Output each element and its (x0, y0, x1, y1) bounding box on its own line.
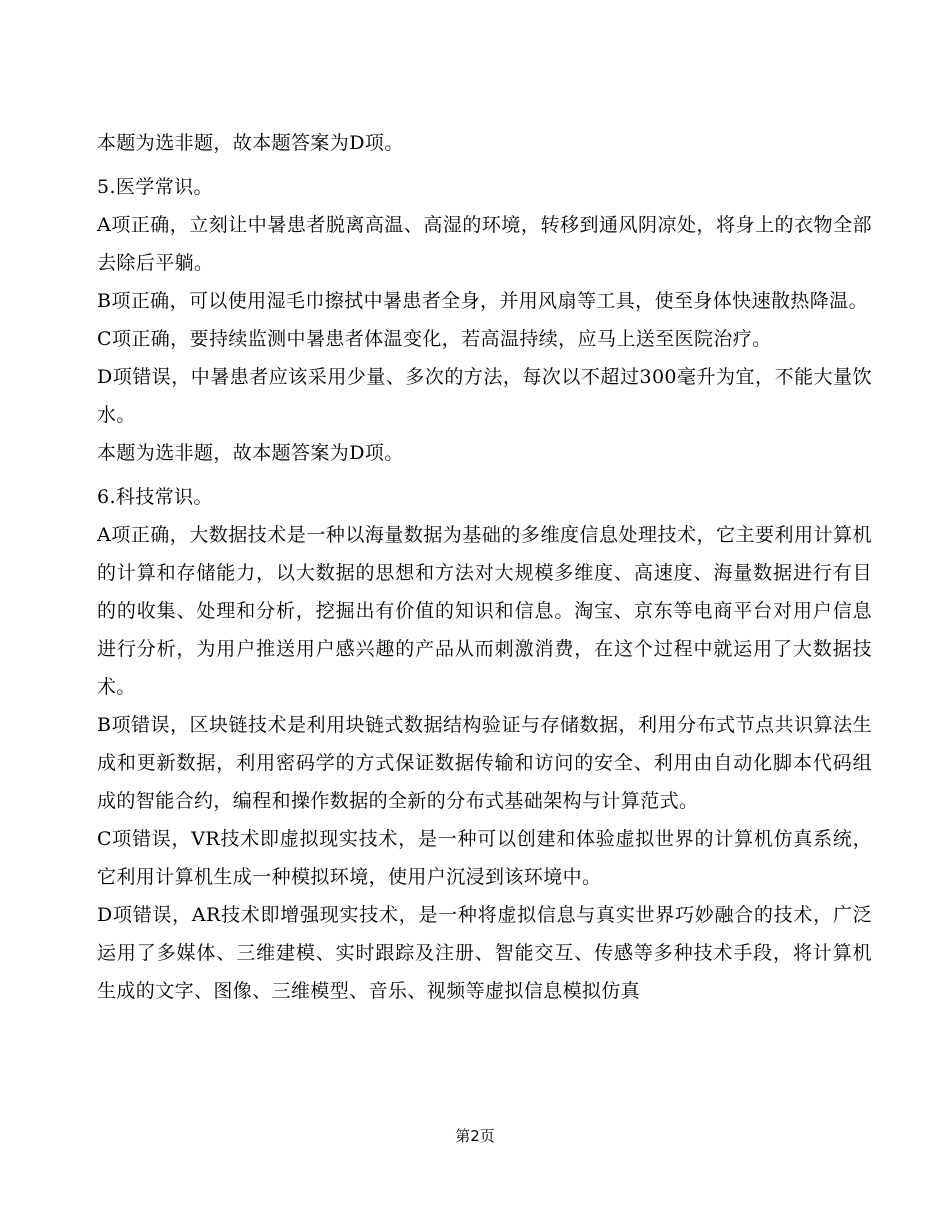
document-body (97, 124, 872, 1010)
page-number: 第2页 (455, 1127, 495, 1145)
paragraph: 本题为选非题，故本题答案为D项。 (97, 442, 404, 464)
paragraph: C项正确，要持续监测中暑患者体温变化，若高温持续，应马上送至医院治疗。 (97, 328, 772, 350)
paragraph: 5.医学常识。 (97, 176, 213, 198)
paragraph: B项错误，区块链技术是利用块链式数据结构验证与存储数据，利用分布式节点共识算法生成和更新数据，利用密码学的方式保证数据传输和访问的安全、利用由自动化脚本代码组成的智能合约，编程和操作数据的全新的分布式基础架构与计算范式。 (97, 714, 872, 812)
paragraph: A项正确，大数据技术是一种以海量数据为基础的多维度信息处理技术，它主要利用计算机的计算和存储能力，以大数据的思想和方法对大规模多维度、高速度、海量数据进行有目的的收集、处理和分析，挖掘出有价值的知识和信息。淘宝、京东等电商平台对用户信息进行分析，为用户推送用户感兴趣的产品从而刺激消费，在这个过程中就运用了大数据技术。 (97, 524, 872, 698)
paragraph: D项错误，AR技术即增强现实技术，是一种将虚拟信息与真实世界巧妙融合的技术，广泛运用了多媒体、三维建模、实时跟踪及注册、智能交互、传感等多种技术手段，将计算机生成的文字、图像、三维模型、音乐、视频等虚拟信息模拟仿真 (97, 904, 872, 1002)
paragraph: 6.科技常识。 (97, 486, 213, 508)
paragraph: B项正确，可以使用湿毛巾擦拭中暑患者全身，并用风扇等工具，使至身体快速散热降温。 (97, 290, 868, 312)
paragraph: 本题为选非题，故本题答案为D项。 (97, 132, 404, 154)
paragraph: C项错误，VR技术即虚拟现实技术，是一种可以创建和体验虚拟世界的计算机仿真系统，它利用计算机生成一种模拟环境，使用户沉浸到该环境中。 (97, 828, 872, 888)
paragraph: A项正确，立刻让中暑患者脱离高温、高湿的环境，转移到通风阴凉处，将身上的衣物全部去除后平躺。 (97, 214, 872, 274)
paragraph: D项错误，中暑患者应该采用少量、多次的方法，每次以不超过300毫升为宜，不能大量饮水。 (97, 366, 872, 426)
